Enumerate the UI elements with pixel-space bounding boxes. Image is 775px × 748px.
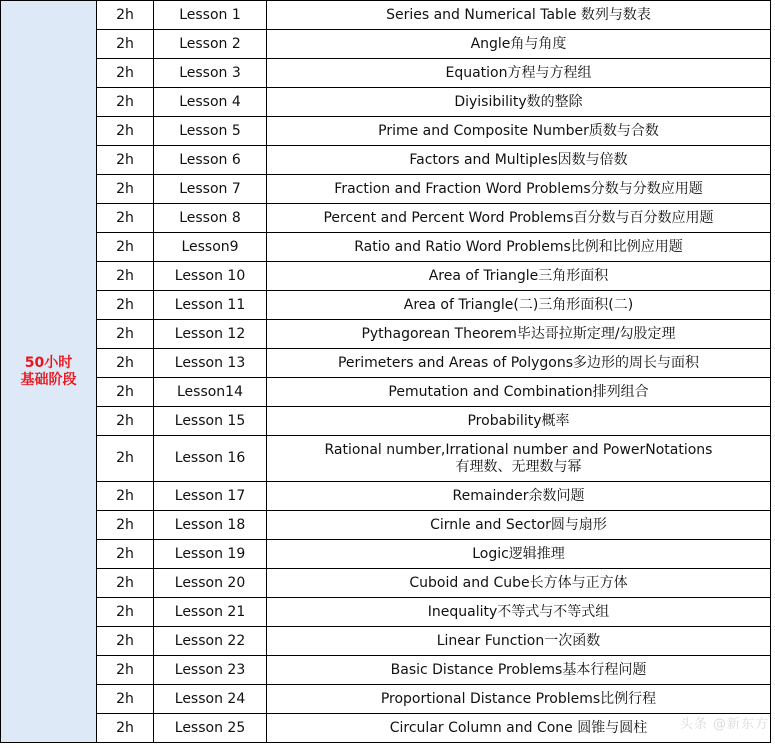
hours-cell: 2h [97,320,154,349]
hours-cell: 2h [97,117,154,146]
hours-cell: 2h [97,1,154,30]
topic-cell: Proportional Distance Problems比例行程 [267,685,771,714]
hours-cell: 2h [97,685,154,714]
stage-hours-label: 50小时 [24,354,73,371]
hours-cell: 2h [97,233,154,262]
hours-cell: 2h [97,349,154,378]
topic-cell: Perimeters and Areas of Polygons多边形的周长与面积 [267,349,771,378]
table-row [1,30,771,59]
hours-cell: 2h [97,656,154,685]
topic-cell: Inequality不等式与不等式组 [267,598,771,627]
hours-cell: 2h [97,59,154,88]
lesson-cell: Lesson 16 [154,436,267,482]
table-row [1,685,771,714]
table-row [1,117,771,146]
table-row [1,146,771,175]
lesson-cell: Lesson 8 [154,204,267,233]
table-row [1,378,771,407]
topic-cell: Diyisibility数的整除 [267,88,771,117]
topic-cell: Series and Numerical Table 数列与数表 [267,1,771,30]
topic-cell: Logic逻辑推理 [267,540,771,569]
hours-cell: 2h [97,175,154,204]
lesson-cell: Lesson 5 [154,117,267,146]
table-row [1,436,771,482]
table-row [1,714,771,743]
lesson-cell: Lesson 10 [154,262,267,291]
table-row [1,204,771,233]
hours-cell: 2h [97,569,154,598]
lesson-cell: Lesson 1 [154,1,267,30]
table-row [1,349,771,378]
lesson-cell: Lesson 11 [154,291,267,320]
table-row [1,88,771,117]
topic-cell: Cirnle and Sector圆与扇形 [267,511,771,540]
lesson-cell: Lesson9 [154,233,267,262]
topic-cell: Linear Function一次函数 [267,627,771,656]
lesson-cell: Lesson 13 [154,349,267,378]
topic-cell: Fraction and Fraction Word Problems分数与分数应用题 [267,175,771,204]
lesson-cell: Lesson 23 [154,656,267,685]
lesson-cell: Lesson 21 [154,598,267,627]
hours-cell: 2h [97,88,154,117]
topic-cell: Equation方程与方程组 [267,59,771,88]
lesson-cell: Lesson 2 [154,30,267,59]
topic-cell: Percent and Percent Word Problems百分数与百分数应用题 [267,204,771,233]
table-row [1,175,771,204]
hours-cell: 2h [97,482,154,511]
hours-cell: 2h [97,378,154,407]
table-row [1,540,771,569]
table-row [1,1,771,30]
topic-cell: Angle角与角度 [267,30,771,59]
lesson-cell: Lesson 19 [154,540,267,569]
curriculum-table-body [1,1,771,743]
lesson-cell: Lesson 20 [154,569,267,598]
topic-cell: Pythagorean Theorem毕达哥拉斯定理/勾股定理 [267,320,771,349]
hours-cell: 2h [97,540,154,569]
hours-cell: 2h [97,262,154,291]
lesson-cell: Lesson 6 [154,146,267,175]
table-row [1,320,771,349]
lesson-cell: Lesson 4 [154,88,267,117]
lesson-cell: Lesson 24 [154,685,267,714]
topic-cell: Pemutation and Combination排列组合 [267,378,771,407]
topic-line-chinese: 有理数、无理数与幂 [455,458,582,475]
hours-cell: 2h [97,30,154,59]
lesson-cell: Lesson 25 [154,714,267,743]
table-row [1,262,771,291]
hours-cell: 2h [97,511,154,540]
lesson-cell: Lesson 18 [154,511,267,540]
hours-cell: 2h [97,204,154,233]
hours-cell: 2h [97,436,154,482]
lesson-cell: Lesson 7 [154,175,267,204]
table-row [1,59,771,88]
hours-cell: 2h [97,146,154,175]
lesson-cell: Lesson 3 [154,59,267,88]
lesson-cell: Lesson 12 [154,320,267,349]
hours-cell: 2h [97,291,154,320]
table-row [1,598,771,627]
stage-name-label: 基础阶段 [20,371,77,388]
topic-cell: Area of Triangle(二)三角形面积(二) [267,291,771,320]
hours-cell: 2h [97,627,154,656]
topic-line-english: Rational number,Irrational number and PowerNotations [324,441,713,458]
topic-cell: Cuboid and Cube长方体与正方体 [267,569,771,598]
topic-cell: Basic Distance Problems基本行程问题 [267,656,771,685]
topic-cell: Circular Column and Cone 圆锥与圆柱 [267,714,771,743]
table-row [1,656,771,685]
topic-cell [267,436,771,482]
table-row [1,482,771,511]
topic-cell: Prime and Composite Number质数与合数 [267,117,771,146]
stage-cell [1,1,97,743]
table-row [1,569,771,598]
table-row [1,407,771,436]
topic-cell: Probability概率 [267,407,771,436]
table-row [1,233,771,262]
lesson-cell: Lesson 17 [154,482,267,511]
topic-cell: Ratio and Ratio Word Problems比例和比例应用题 [267,233,771,262]
table-row [1,291,771,320]
lesson-cell: Lesson 22 [154,627,267,656]
watermark-text: 头条 @新东方 [679,717,769,732]
table-row [1,511,771,540]
lesson-cell: Lesson14 [154,378,267,407]
table-row [1,627,771,656]
lesson-cell: Lesson 15 [154,407,267,436]
hours-cell: 2h [97,714,154,743]
hours-cell: 2h [97,407,154,436]
hours-cell: 2h [97,598,154,627]
topic-cell: Factors and Multiples因数与倍数 [267,146,771,175]
topic-cell: Area of Triangle三角形面积 [267,262,771,291]
topic-cell: Remainder余数问题 [267,482,771,511]
